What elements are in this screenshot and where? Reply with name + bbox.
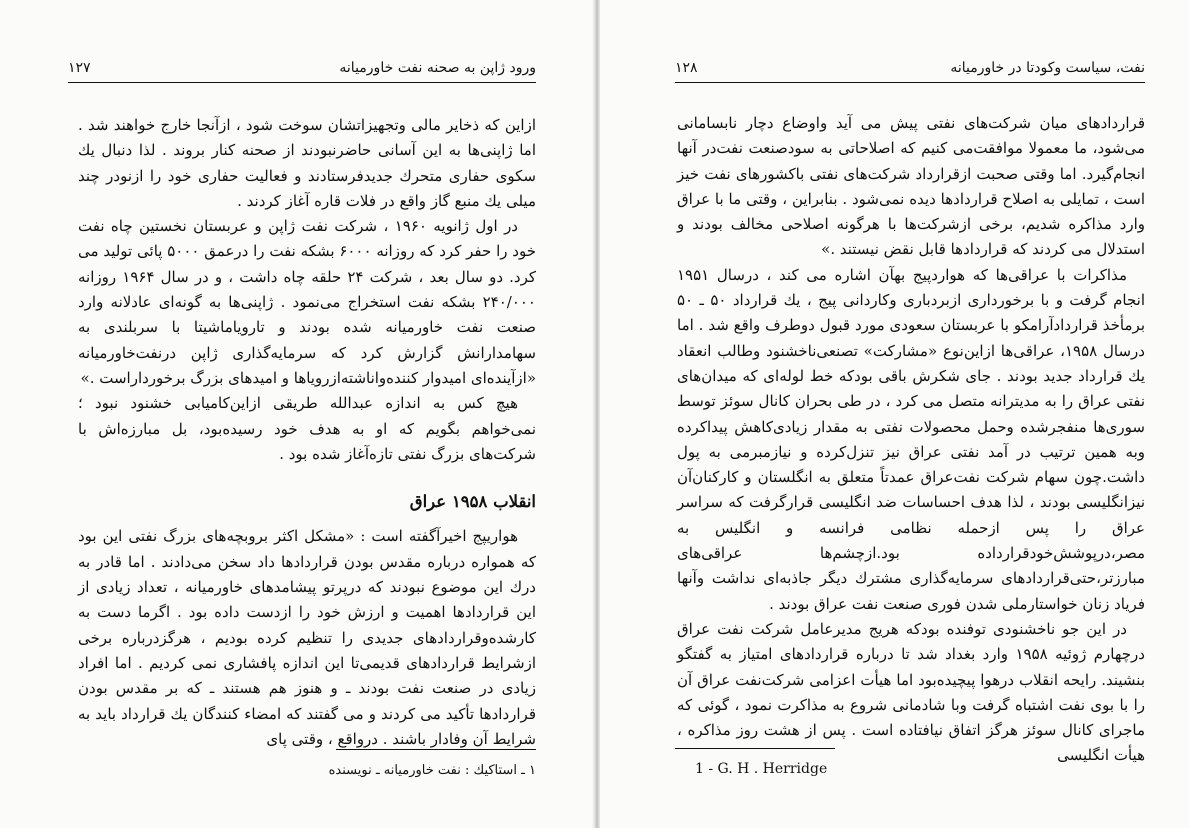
running-title: نفت، سیاست وکودتا در خاورمیانه: [950, 60, 1145, 76]
section-heading: انقلاب ۱۹۵۸ عراق: [409, 492, 536, 512]
page-header: [675, 58, 1145, 83]
paragraph: هیچ کس به اندازه عبدالله طریقی ازاین‌کامیابی خشنود نبود ؛ نمی‌خواهم بگویم که او به هدف خود رسیده‌بود، بل مبارزه‌اش با شرکت‌های بزرگ نفتی تازه‌آغاز شده بود .: [78, 394, 536, 463]
paragraph: در این جو ناخشنودی توفنده بودکه هریج مدیرعامل شرکت نفت عراق درچهارم ژوئیه ۱۹۵۸ وارد بغداد شد تا درباره قراردادهای امتیاز به گفتگو بنشیند. رایحه انقلاب درهوا پیچیده‌بود اما هیأت اعزامی شرکت‌نفت عراق‌ آن را با بوی نفت اشتباه گرفت وبا شادمانی شروع به مذاکرت نمود ، گوئی که ماجرای کانال سوئز هرگز اتفاق نیافتاده است . پس از هشت روز مذاکره ، هیأت انگلیسی: [677, 619, 1145, 765]
paragraph: در اول ژانویه ۱۹۶۰ ، شرکت نفت ژاپن و عربستان نخستین چاه نفت خود را حفر کرد که روزانه ۶۰۰۰ بشکه نفت را درعمق ۵۰۰۰ پائی تولید می کرد. دو سال بعد ، شرکت ۲۴ حلقه چاه داشت ، و در سال ۱۹۶۴ روزانه ۲۴۰/۰۰۰ بشکه نفت استخراج می‌نمود . ژاپنی‌ها به گونه‌ای عادلانه وارد صنعت نفت خاورمیانه شده بودند و تارویاماشیتا با سربلندی به سهامدارانش گزارش کرد که سرمایه‌گذاری ژاپن درنفت‌خاورمیانه «ازآینده‌ای امیدوار کننده‌واناشته‌ازرویاها و امیدهای بزرگ برخورداراست .»: [78, 217, 536, 387]
page-number: ۱۲۷: [68, 60, 91, 76]
footnote-divider: [336, 749, 536, 750]
footnote-divider: [675, 748, 835, 749]
paragraph: ازاین که ذخایر مالی وتجهیزاتشان سوخت شود ، ازآنجا خارج خواهند شد . اما ژاپنی‌ها به این آسانی حاضرنبودند از صحنه کنار بروند . لذا دنبال یك سکوی حفاری متحرك جدیدفرستادند و فعالیت حفاری خود را ازنودر چند میلی یك منبع گاز واقع در فلات قاره آغاز کردند .: [78, 116, 536, 210]
page-body: [677, 111, 1145, 769]
footnote: 1 - G. H . Herridge: [695, 761, 828, 777]
paragraph: هواریپج اخیرآگفته است : «مشکل اکثر بروبچه‌های بزرگ نفتی این بود که همواره درباره مقدس بودن قراردادها داد سخن می‌دادند . اما قادر به درك این موضوع نبودند که درپرتو پیشامدهای خاورمیانه ، تعداد زیادی از این قراردادها اهمیت و ارزش خود را ازدست داده بود . اگرما دست به کارشده‌وقراردادهای جدیدی را تنظیم کرده بودیم ، هرگزدرباره برخی ازشرایط قراردادهای قدیمی‌تا این اندازه پافشاری نمی کردیم . اما افراد زیادی در صنعت نفت بودند ـ و هنوز هم هستند ـ که بر مقدس بودن قراردادها تأکید می کردند و می گفتند که امضاء کنندگان یك قرارداد باید به شرایط آن وفادار باشند . درواقع ، وقتی پای: [78, 527, 536, 748]
page-header: [68, 58, 536, 83]
paragraph: قراردادهای میان شرکت‌های نفتی پیش می آید واوضاع دچار نابسامانی می‌شود، ما معمولا موافقت‌می کنیم که اصلاحاتی به سودصنعت نفت‌در آنها انجام‌گیرد. اما وقتی صحبت ازقرارداد شرکت‌های نفتی باکشورهای نفت خیز است ، تمایلی به اصلاح قراردادها دیده نمی‌شود . بنابراین ، وقتی ما با عراق وارد مذاکره شدیم، برخی ازشرکت‌ها با هرگونه اصلاحی مخالف بودند و استدلال می کردند که قراردادها قابل نقض نیستند .»: [677, 114, 1145, 259]
page-number: ۱۲۸: [675, 60, 698, 76]
footnote: ۱ ـ استاکیك : نفت خاورمیانه ـ نویسنده: [328, 763, 536, 778]
right-page: [600, 0, 1189, 828]
page-body: [78, 113, 536, 752]
running-title: ورود ژاپن به صحنه نفت خاورمیانه: [339, 60, 536, 76]
paragraph: مذاکرات با عراقی‌ها که هواردپیج بهآن اشاره می کند ، درسال ۱۹۵۱ انجام گرفت و با برخورداری ازبرد‌باری وکاردانی پیج ، یك قرارداد ۵۰ ـ ۵۰ برمأخذ قرارداد‌آرامکو با عربستان سعودی مورد قبول دوطرف واقع شد . اما درسال ۱۹۵۸، عراقی‌ها ازاین‌نوع «مشارکت» تصنعی‌ناخشنود وطالب انعقاد یك قرارداد جدید بودند . جای شکرش باقی بودکه خط لوله‌ای که میدان‌های نفتی عراق را به مدیترانه متصل می کرد ، در طی بحران کانال سوئز توسط سوری‌ها منفجرشده وحمل محصولات نفتی به مقدار زیادی‌کاهش پیدا‌کرده وبه همین ترتیب در آمد نفتی عراق نیز تنزل‌کرده و نیازمبرمی به پول داشت.چون سهام شرکت نفت‌عراق عمدتاً متعلق به انگلستان و کارکنان‌آن نیزانگلیسی بودند ، لذا هدف احساسات ضد انگلیسی قرار‌گرفت که سراسر عراق را پس ازحمله نظامی فرانسه و انگلیس به مصر،درپوشش‌خودقرارداده بود.ازچشم‌ها عراقی‌های مبارزتر،حتی‌قراردادهای سرمایه‌گذاری مشترك دیگر جاذبه‌ای نداشت وآنها فریاد زنان خواستارملی شدن فوری صنعت نفت عراق بودند .: [677, 265, 1145, 613]
